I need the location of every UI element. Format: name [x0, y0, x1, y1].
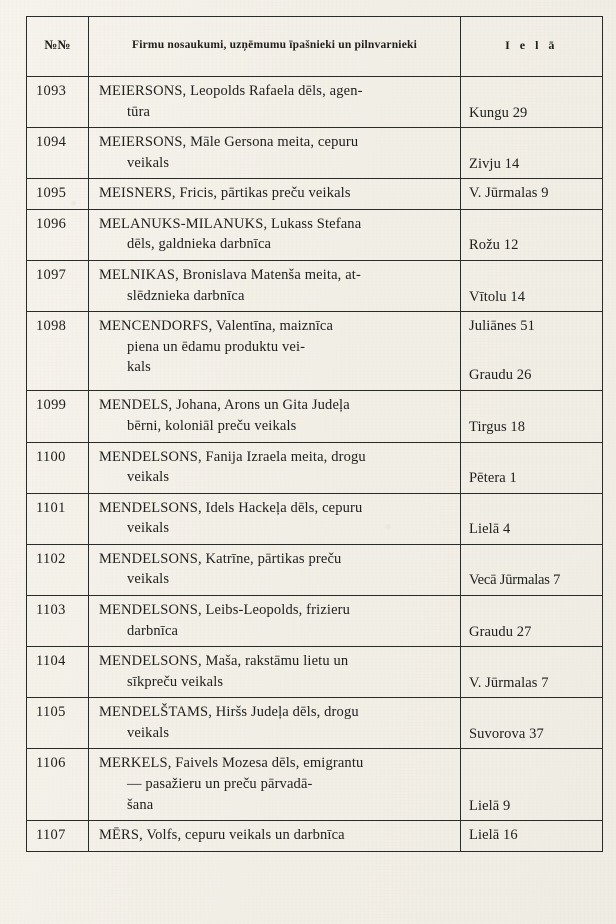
row-number: 1099 — [27, 391, 89, 442]
name-line: dēls, galdnieka darbnīca — [127, 236, 272, 253]
table-row — [27, 749, 603, 821]
address-text: V. Jūrmalas 7 — [469, 674, 549, 691]
row-number: 1101 — [27, 493, 89, 544]
row-name — [89, 77, 461, 128]
name-line: MENDELS, Johana, Arons un Gita Judeļa — [99, 397, 350, 414]
row-name — [89, 493, 461, 544]
name-line: MENCENDORFS, Valentīna, maiznīca — [99, 318, 334, 335]
row-number: 1104 — [27, 647, 89, 698]
name-line: MENDELSONS, Idels Hackeļa dēls, cepuru — [99, 499, 363, 516]
name-line: MEISNERS, Fricis, pārtikas preču veikals — [99, 185, 351, 202]
table-row — [27, 209, 603, 260]
table-row — [27, 595, 603, 646]
address-text: Pētera 1 — [469, 470, 517, 487]
address-text: Tirgus 18 — [469, 418, 526, 435]
name-line: MENDELŠTAMS, Hiršs Judeļa dēls, drogu — [99, 704, 359, 721]
address-text: Lielā 16 — [469, 827, 518, 844]
table-row — [27, 493, 603, 544]
name-line: šana — [127, 796, 154, 813]
row-number: 1095 — [27, 179, 89, 210]
row-number: 1094 — [27, 128, 89, 179]
row-address — [461, 391, 603, 442]
name-line: MĒRS, Volfs, cepuru veikals un darbnīca — [99, 827, 345, 844]
row-address — [461, 647, 603, 698]
row-number: 1102 — [27, 544, 89, 595]
header-address: I e l ā — [461, 17, 603, 77]
row-name — [89, 261, 461, 312]
row-name — [89, 442, 461, 493]
name-line: MEIERSONS, Māle Gersona meita, cepuru — [99, 134, 359, 151]
name-line: darbnīca — [127, 622, 179, 639]
row-number: 1096 — [27, 209, 89, 260]
name-line: bērni, koloniāl preču veikals — [127, 417, 297, 434]
row-address — [461, 209, 603, 260]
name-line: MENDELSONS, Fanija Izraela meita, drogu — [99, 448, 366, 465]
row-address — [461, 493, 603, 544]
row-name — [89, 595, 461, 646]
table-row — [27, 77, 603, 128]
table-row — [27, 698, 603, 749]
row-number: 1097 — [27, 261, 89, 312]
row-name — [89, 209, 461, 260]
name-line: MEIERSONS, Leopolds Rafaela dēls, agen- — [99, 83, 363, 99]
name-line: veikals — [127, 154, 170, 171]
header-name: Firmu nosaukumi, uzņēmumu īpašnieki un pilnvarnieki — [89, 17, 461, 77]
name-line: MELANUKS-MILANUKS, Lukass Stefana — [99, 215, 362, 232]
address-text: Vecā Jūrmalas 7 — [469, 572, 561, 589]
table-row — [27, 821, 603, 852]
header-row — [27, 17, 603, 77]
name-line: sīkpreču veikals — [127, 673, 224, 690]
row-number: 1098 — [27, 312, 89, 391]
address-text: Juliānes 51 — [469, 318, 535, 335]
name-line: MENDELSONS, Leibs-Leopolds, frizieru — [99, 601, 351, 618]
row-address — [461, 544, 603, 595]
row-address — [461, 128, 603, 179]
row-name — [89, 698, 461, 749]
address-text: Rožu 12 — [469, 237, 519, 254]
name-line: veikals — [127, 571, 170, 588]
row-address — [461, 749, 603, 821]
name-line: veikals — [127, 469, 170, 486]
table-row — [27, 128, 603, 179]
name-line: veikals — [127, 520, 170, 537]
table-header — [27, 17, 603, 77]
row-name — [89, 544, 461, 595]
row-number: 1106 — [27, 749, 89, 821]
row-name — [89, 179, 461, 210]
row-address — [461, 698, 603, 749]
address-text: Lielā 9 — [469, 797, 511, 814]
table-row — [27, 442, 603, 493]
table-row — [27, 544, 603, 595]
row-name — [89, 312, 461, 391]
address-text: Lielā 4 — [469, 521, 511, 538]
row-address — [461, 595, 603, 646]
row-name — [89, 821, 461, 852]
row-number: 1093 — [27, 77, 89, 128]
row-name — [89, 128, 461, 179]
row-address — [461, 77, 603, 128]
row-address — [461, 821, 603, 852]
row-address — [461, 442, 603, 493]
address-text: Suvorova 37 — [469, 725, 544, 742]
table-row — [27, 261, 603, 312]
name-line: MENDELSONS, Katrīne, pārtikas preču — [99, 550, 342, 567]
row-name — [89, 647, 461, 698]
name-line: piena un ēdamu produktu vei- — [127, 338, 306, 355]
name-line: kals — [127, 359, 151, 376]
address-text: Zivju 14 — [469, 155, 520, 172]
header-number: №№ — [27, 17, 89, 77]
address-text: Kungu 29 — [469, 104, 528, 121]
address-text: Graudu 27 — [469, 623, 532, 640]
row-number: 1100 — [27, 442, 89, 493]
row-number: 1107 — [27, 821, 89, 852]
name-line: MERKELS, Faivels Mozesa dēls, emigrantu — [99, 755, 364, 772]
address-text-secondary: Graudu 26 — [469, 366, 532, 383]
name-line: MELNIKAS, Bronislava Matenša meita, at- — [99, 267, 361, 284]
table-row — [27, 647, 603, 698]
name-line: slēdznieka darbnīca — [127, 287, 245, 304]
name-line: — pasažieru un preču pārvadā- — [127, 776, 313, 793]
address-text: Vītolu 14 — [469, 288, 526, 305]
row-address — [461, 179, 603, 210]
table-row — [27, 312, 603, 391]
directory-table — [26, 16, 603, 852]
table-row — [27, 391, 603, 442]
row-number: 1103 — [27, 595, 89, 646]
table-row — [27, 179, 603, 210]
row-name — [89, 391, 461, 442]
row-address — [461, 261, 603, 312]
row-name — [89, 749, 461, 821]
row-number: 1105 — [27, 698, 89, 749]
address-text: V. Jūrmalas 9 — [469, 185, 549, 202]
row-address — [461, 312, 603, 391]
name-line: veikals — [127, 724, 170, 741]
name-line: MENDELSONS, Maša, rakstāmu lietu un — [99, 653, 349, 670]
table-body — [27, 77, 603, 852]
name-line: tūra — [127, 103, 151, 120]
